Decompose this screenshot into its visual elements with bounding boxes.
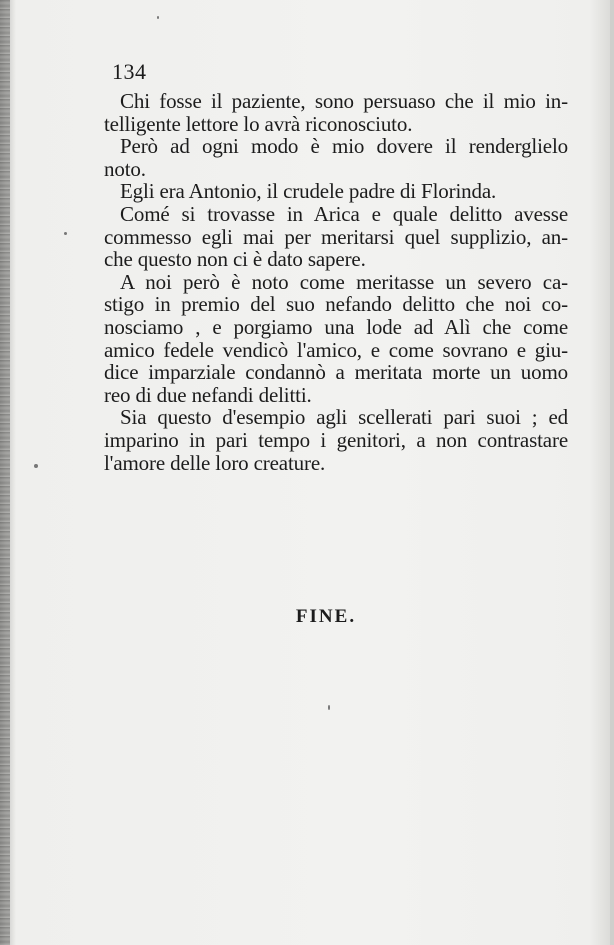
text-line: A noi però è noto come meritasse un severo ca-	[120, 269, 568, 294]
text-line: imparino in pari tempo i genitori, a non contrastare	[104, 427, 568, 452]
ink-speck	[34, 464, 38, 468]
text-line: che questo non ci è dato sapere.	[104, 247, 366, 272]
text-line: noto.	[104, 156, 146, 181]
text-line: telligente lettore lo avrà riconosciuto.	[104, 111, 413, 136]
text-line: Sia questo d'esempio agli scellerati pari suoi ; ed	[120, 405, 568, 430]
page-edge	[610, 0, 614, 945]
text-line: Comé si trovasse in Arica e quale delitto avesse	[120, 201, 568, 226]
page-number: 134	[112, 59, 147, 84]
text-line: Chi fosse il paziente, sono persuaso che il mio in-	[120, 89, 568, 113]
text-line: stigo in premio del suo nefando delitto che noi co-	[104, 292, 568, 317]
ink-speck	[157, 16, 159, 19]
text-block	[104, 60, 568, 474]
text-line: amico fedele vendicò l'amico, e come sovrano e giu-	[104, 337, 568, 362]
text-line: Egli era Antonio, il crudele padre di Florinda.	[120, 179, 497, 204]
text-line: Però ad ogni modo è mio dovere il renderglielo	[120, 134, 568, 159]
text-line: nosciamo , e porgiamo una lode ad Alì che come	[104, 314, 568, 339]
binding-edge	[0, 0, 10, 945]
text-line: l'amore delle loro creature.	[104, 450, 326, 475]
text-line: dice imparziale condannò a meritata morte un uomo	[104, 360, 568, 385]
text-line: commesso egli mai per meritarsi quel supplizio, an-	[104, 224, 568, 249]
ink-speck	[328, 705, 330, 710]
ending-text: FINE.	[295, 606, 357, 627]
text-line: reo di due nefandi delitti.	[104, 382, 312, 407]
ink-speck	[64, 232, 67, 235]
